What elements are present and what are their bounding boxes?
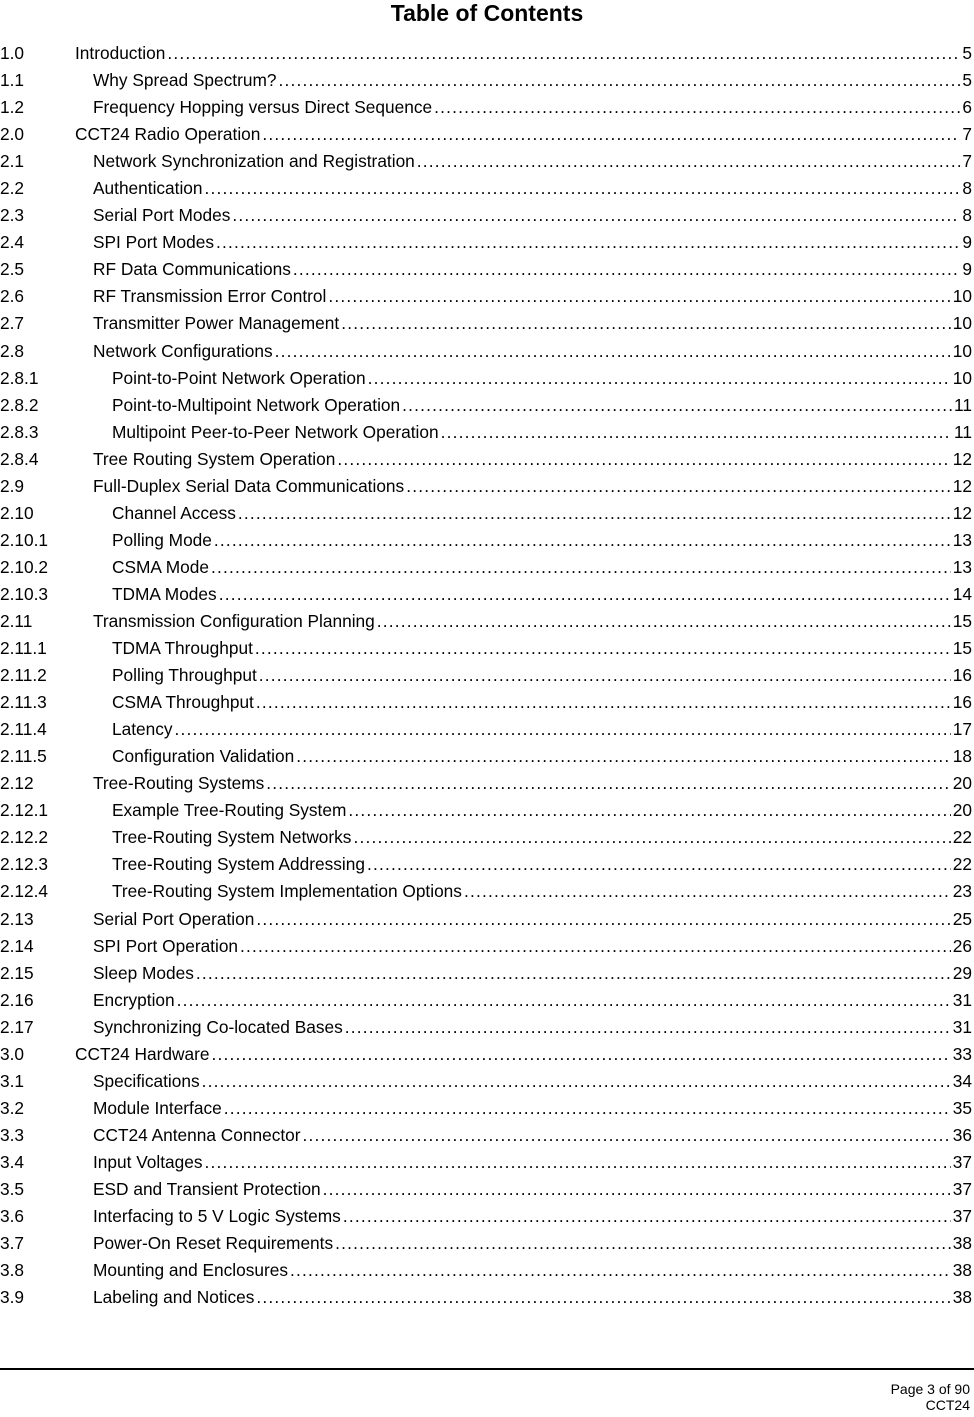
toc-entry-line bbox=[112, 716, 974, 743]
toc-entry-title: Latency bbox=[112, 719, 173, 740]
toc-entry-line bbox=[93, 608, 974, 635]
toc-entry-number: 2.10 bbox=[0, 502, 34, 523]
toc-entry[interactable] bbox=[0, 878, 974, 905]
toc-entry-title: TDMA Modes bbox=[112, 583, 217, 604]
toc-entry-number: 2.11 bbox=[0, 610, 33, 631]
toc-entry-page-number: 13 bbox=[952, 529, 972, 550]
toc-dot-leader bbox=[345, 1014, 951, 1041]
toc-entry-page-number: 15 bbox=[952, 638, 972, 659]
toc-dot-leader bbox=[216, 229, 960, 256]
toc-entry-page-number: 6 bbox=[962, 97, 972, 118]
toc-entry-number: 2.11.1 bbox=[0, 638, 47, 659]
toc-entry-title: Tree-Routing System Networks bbox=[112, 827, 352, 848]
toc-entry-line bbox=[93, 1068, 974, 1095]
toc-entry[interactable] bbox=[0, 202, 974, 229]
toc-entry-page-number: 10 bbox=[952, 340, 972, 361]
toc-entry-page-number: 35 bbox=[952, 1097, 972, 1118]
toc-entry-line bbox=[93, 1014, 974, 1041]
toc-entry-page-number: 15 bbox=[952, 610, 972, 631]
toc-dot-leader bbox=[464, 878, 951, 905]
toc-entry-title: RF Transmission Error Control bbox=[93, 286, 327, 307]
toc-entry-line bbox=[75, 1041, 974, 1068]
toc-entry-line bbox=[112, 878, 974, 905]
toc-dot-leader bbox=[290, 1257, 951, 1284]
toc-entry-number: 2.11.2 bbox=[0, 665, 47, 686]
toc-entry-line bbox=[93, 1230, 974, 1257]
toc-dot-leader bbox=[259, 662, 951, 689]
toc-entry-title: CCT24 Radio Operation bbox=[75, 124, 261, 145]
toc-entry-number: 2.3 bbox=[0, 205, 25, 226]
toc-entry-page-number: 14 bbox=[952, 583, 972, 604]
toc-entry-number: 2.8.4 bbox=[0, 448, 39, 469]
toc-dot-leader bbox=[335, 1230, 951, 1257]
toc-entry-number: 2.10.3 bbox=[0, 583, 49, 604]
toc-entry-page-number: 37 bbox=[952, 1206, 972, 1227]
toc-entry-number: 2.10.2 bbox=[0, 556, 49, 577]
toc-entry-number: 2.5 bbox=[0, 259, 25, 280]
toc-entry-page-number: 29 bbox=[952, 962, 972, 983]
document-name: CCT24 bbox=[925, 1397, 970, 1413]
toc-dot-leader bbox=[219, 581, 951, 608]
toc-dot-leader bbox=[293, 256, 961, 283]
toc-entry-title: TDMA Throughput bbox=[112, 638, 253, 659]
toc-entry[interactable] bbox=[0, 933, 974, 960]
toc-entry-title: CSMA Throughput bbox=[112, 692, 254, 713]
toc-entry-number: 2.13 bbox=[0, 908, 34, 929]
toc-entry-number: 2.4 bbox=[0, 232, 25, 253]
toc-entry[interactable] bbox=[0, 446, 974, 473]
toc-dot-leader bbox=[406, 473, 951, 500]
toc-entry-line bbox=[93, 1149, 974, 1176]
footer-divider bbox=[0, 1368, 974, 1370]
toc-entry[interactable] bbox=[0, 1122, 974, 1149]
toc-entry-line bbox=[112, 419, 974, 446]
toc-dot-leader bbox=[402, 392, 952, 419]
toc-entry-line bbox=[112, 500, 974, 527]
toc-entry-page-number: 33 bbox=[952, 1043, 972, 1064]
toc-entry-line bbox=[93, 256, 974, 283]
toc-dot-leader bbox=[343, 1203, 951, 1230]
toc-entry-title: RF Data Communications bbox=[93, 259, 291, 280]
toc-entry-line bbox=[93, 960, 974, 987]
toc-entry-page-number: 22 bbox=[952, 827, 972, 848]
toc-entry-page-number: 12 bbox=[952, 475, 972, 496]
toc-entry-line bbox=[112, 824, 974, 851]
toc-entry[interactable] bbox=[0, 662, 974, 689]
table-of-contents bbox=[0, 40, 974, 1311]
toc-entry[interactable] bbox=[0, 121, 974, 148]
page-title: Table of Contents bbox=[390, 0, 584, 26]
toc-entry-page-number: 26 bbox=[952, 935, 972, 956]
toc-entry-number: 3.5 bbox=[0, 1178, 25, 1199]
toc-entry-title: Example Tree-Routing System bbox=[112, 800, 347, 821]
toc-entry-number: 3.7 bbox=[0, 1233, 25, 1254]
toc-entry[interactable] bbox=[0, 365, 974, 392]
toc-entry-number: 2.6 bbox=[0, 286, 25, 307]
toc-dot-leader bbox=[341, 310, 951, 337]
toc-dot-leader bbox=[441, 419, 952, 446]
toc-entry[interactable] bbox=[0, 1149, 974, 1176]
toc-dot-leader bbox=[202, 1068, 951, 1095]
toc-entry-title: Tree-Routing System Implementation Options bbox=[112, 881, 462, 902]
toc-entry-title: SPI Port Modes bbox=[93, 232, 215, 253]
toc-entry[interactable] bbox=[0, 851, 974, 878]
toc-entry-number: 2.15 bbox=[0, 962, 34, 983]
toc-entry-line bbox=[75, 40, 974, 67]
toc-entry[interactable] bbox=[0, 770, 974, 797]
toc-entry-page-number: 8 bbox=[962, 205, 972, 226]
toc-entry-number: 2.11.5 bbox=[0, 746, 47, 767]
toc-entry-title: Sleep Modes bbox=[93, 962, 194, 983]
toc-dot-leader bbox=[214, 527, 951, 554]
toc-entry[interactable] bbox=[0, 1230, 974, 1257]
toc-entry-title: CSMA Mode bbox=[112, 556, 210, 577]
toc-entry[interactable] bbox=[0, 581, 974, 608]
toc-entry-line bbox=[93, 229, 974, 256]
toc-entry-title: Full-Duplex Serial Data Communications bbox=[93, 475, 405, 496]
toc-dot-leader bbox=[205, 175, 961, 202]
toc-dot-leader bbox=[211, 554, 951, 581]
toc-entry-line bbox=[93, 148, 974, 175]
toc-entry-title: Polling Mode bbox=[112, 529, 212, 550]
toc-entry-number: 3.3 bbox=[0, 1124, 25, 1145]
toc-entry-line bbox=[93, 94, 974, 121]
toc-dot-leader bbox=[296, 743, 951, 770]
toc-entry-page-number: 7 bbox=[962, 151, 972, 172]
toc-entry-number: 2.8.3 bbox=[0, 421, 39, 442]
toc-entry[interactable] bbox=[0, 554, 974, 581]
toc-dot-leader bbox=[328, 283, 950, 310]
toc-entry-page-number: 34 bbox=[952, 1070, 972, 1091]
toc-dot-leader bbox=[175, 716, 951, 743]
toc-entry[interactable] bbox=[0, 797, 974, 824]
toc-entry-number: 2.16 bbox=[0, 989, 34, 1010]
toc-entry-number: 2.17 bbox=[0, 1016, 34, 1037]
toc-entry-page-number: 12 bbox=[952, 502, 972, 523]
toc-entry[interactable] bbox=[0, 419, 974, 446]
toc-entry-page-number: 20 bbox=[952, 800, 972, 821]
toc-entry-page-number: 11 bbox=[954, 394, 972, 415]
toc-entry-page-number: 38 bbox=[952, 1233, 972, 1254]
toc-entry-number: 3.6 bbox=[0, 1206, 25, 1227]
toc-entry-line bbox=[112, 581, 974, 608]
toc-entry[interactable] bbox=[0, 716, 974, 743]
toc-entry[interactable] bbox=[0, 1014, 974, 1041]
toc-entry-line bbox=[93, 1257, 974, 1284]
toc-entry[interactable] bbox=[0, 1068, 974, 1095]
toc-entry-number: 2.11.4 bbox=[0, 719, 47, 740]
toc-entry-title: Serial Port Operation bbox=[93, 908, 255, 929]
toc-entry-title: Multipoint Peer-to-Peer Network Operation bbox=[112, 421, 439, 442]
toc-entry-title: Channel Access bbox=[112, 502, 236, 523]
toc-entry-number: 2.10.1 bbox=[0, 529, 49, 550]
toc-dot-leader bbox=[255, 635, 951, 662]
toc-entry-title: Frequency Hopping versus Direct Sequence bbox=[93, 97, 433, 118]
toc-dot-leader bbox=[278, 67, 960, 94]
toc-entry-line bbox=[93, 933, 974, 960]
toc-dot-leader bbox=[266, 770, 950, 797]
toc-entry-number: 3.2 bbox=[0, 1097, 25, 1118]
toc-entry-title: Module Interface bbox=[93, 1097, 222, 1118]
toc-dot-leader bbox=[224, 1095, 951, 1122]
toc-entry-title: Network Synchronization and Registration bbox=[93, 151, 415, 172]
toc-entry-line bbox=[93, 1284, 974, 1311]
toc-entry-number: 1.2 bbox=[0, 97, 25, 118]
toc-entry-number: 1.0 bbox=[0, 43, 25, 63]
toc-dot-leader bbox=[196, 960, 951, 987]
toc-dot-leader bbox=[323, 1176, 951, 1203]
toc-entry-number: 3.8 bbox=[0, 1260, 25, 1281]
toc-entry-line bbox=[93, 175, 974, 202]
toc-entry[interactable] bbox=[0, 1284, 974, 1311]
toc-entry-number: 2.1 bbox=[0, 151, 25, 172]
toc-entry[interactable] bbox=[0, 824, 974, 851]
toc-entry-number: 2.12.2 bbox=[0, 827, 49, 848]
toc-entry-title: Tree Routing System Operation bbox=[93, 448, 336, 469]
toc-entry-number: 2.14 bbox=[0, 935, 34, 956]
toc-entry-line bbox=[93, 202, 974, 229]
toc-entry-page-number: 18 bbox=[952, 746, 972, 767]
toc-entry-line bbox=[93, 1122, 974, 1149]
toc-entry[interactable] bbox=[0, 1203, 974, 1230]
toc-entry[interactable] bbox=[0, 94, 974, 121]
toc-entry-title: Interfacing to 5 V Logic Systems bbox=[93, 1206, 341, 1227]
toc-entry-line bbox=[112, 851, 974, 878]
toc-entry-title: Network Configurations bbox=[93, 340, 273, 361]
toc-entry-page-number: 5 bbox=[962, 43, 972, 63]
toc-entry-title: Tree-Routing System Addressing bbox=[112, 854, 365, 875]
toc-entry-title: Synchronizing Co-located Bases bbox=[93, 1016, 343, 1037]
toc-entry-title: Specifications bbox=[93, 1070, 200, 1091]
toc-entry-title: Labeling and Notices bbox=[93, 1287, 255, 1308]
toc-entry-page-number: 36 bbox=[952, 1124, 972, 1145]
toc-dot-leader bbox=[303, 1122, 951, 1149]
toc-entry-line bbox=[93, 1176, 974, 1203]
toc-entry-line bbox=[112, 689, 974, 716]
toc-dot-leader bbox=[205, 1149, 951, 1176]
toc-entry-page-number: 8 bbox=[962, 178, 972, 199]
toc-entry-page-number: 11 bbox=[954, 421, 972, 442]
toc-entry[interactable] bbox=[0, 229, 974, 256]
toc-dot-leader bbox=[177, 987, 951, 1014]
toc-entry-page-number: 38 bbox=[952, 1260, 972, 1281]
toc-entry[interactable] bbox=[0, 500, 974, 527]
toc-dot-leader bbox=[367, 851, 951, 878]
toc-entry-page-number: 37 bbox=[952, 1151, 972, 1172]
toc-entry-number: 2.8.2 bbox=[0, 394, 39, 415]
toc-entry-line bbox=[93, 67, 974, 94]
toc-entry-number: 1.1 bbox=[0, 70, 25, 91]
toc-entry-line bbox=[93, 310, 974, 337]
toc-entry-page-number: 16 bbox=[952, 692, 972, 713]
toc-dot-leader bbox=[353, 824, 950, 851]
toc-entry-page-number: 23 bbox=[952, 881, 972, 902]
toc-entry-page-number: 20 bbox=[952, 773, 972, 794]
toc-entry[interactable] bbox=[0, 1095, 974, 1122]
toc-entry-title: Point-to-Multipoint Network Operation bbox=[112, 394, 401, 415]
toc-entry[interactable] bbox=[0, 338, 974, 365]
toc-entry-number: 3.9 bbox=[0, 1287, 25, 1308]
toc-dot-leader bbox=[240, 933, 951, 960]
toc-entry-page-number: 37 bbox=[952, 1178, 972, 1199]
toc-entry[interactable] bbox=[0, 608, 974, 635]
toc-entry-title: Input Voltages bbox=[93, 1151, 203, 1172]
toc-entry-page-number: 10 bbox=[952, 286, 972, 307]
toc-entry-line bbox=[112, 392, 974, 419]
toc-entry-title: CCT24 Antenna Connector bbox=[93, 1124, 301, 1145]
toc-entry-number: 2.12.3 bbox=[0, 854, 49, 875]
toc-entry-line bbox=[112, 797, 974, 824]
toc-dot-leader bbox=[256, 689, 951, 716]
toc-entry-number: 2.12.1 bbox=[0, 800, 49, 821]
toc-entry-line bbox=[112, 365, 974, 392]
toc-dot-leader bbox=[262, 121, 960, 148]
toc-entry[interactable] bbox=[0, 1176, 974, 1203]
toc-entry[interactable] bbox=[0, 1041, 974, 1068]
toc-entry-title: Configuration Validation bbox=[112, 746, 295, 767]
toc-entry-page-number: 31 bbox=[952, 1016, 972, 1037]
toc-entry-title: Introduction bbox=[75, 43, 166, 63]
toc-entry-page-number: 10 bbox=[952, 313, 972, 334]
toc-entry-number: 2.2 bbox=[0, 178, 25, 199]
toc-entry[interactable] bbox=[0, 635, 974, 662]
toc-entry-line bbox=[93, 770, 974, 797]
toc-entry-page-number: 9 bbox=[962, 232, 972, 253]
toc-entry-title: Encryption bbox=[93, 989, 175, 1010]
toc-entry-page-number: 5 bbox=[962, 70, 972, 91]
toc-entry-line bbox=[112, 662, 974, 689]
toc-entry-line bbox=[112, 635, 974, 662]
toc-entry[interactable] bbox=[0, 175, 974, 202]
toc-entry-line bbox=[93, 987, 974, 1014]
toc-dot-leader bbox=[348, 797, 950, 824]
toc-entry-page-number: 13 bbox=[952, 556, 972, 577]
toc-entry[interactable] bbox=[0, 906, 974, 933]
toc-dot-leader bbox=[368, 365, 951, 392]
toc-entry-title: Point-to-Point Network Operation bbox=[112, 367, 366, 388]
toc-entry-number: 3.4 bbox=[0, 1151, 25, 1172]
toc-entry-page-number: 17 bbox=[952, 719, 972, 740]
toc-dot-leader bbox=[434, 94, 960, 121]
toc-entry-number: 3.1 bbox=[0, 1070, 25, 1091]
toc-entry[interactable] bbox=[0, 689, 974, 716]
toc-entry-title: Polling Throughput bbox=[112, 665, 257, 686]
toc-entry-number: 2.12.4 bbox=[0, 881, 49, 902]
toc-dot-leader bbox=[238, 500, 951, 527]
toc-entry-title: Authentication bbox=[93, 178, 203, 199]
toc-entry-line bbox=[93, 446, 974, 473]
toc-entry-number: 2.8 bbox=[0, 340, 25, 361]
toc-entry-title: Transmission Configuration Planning bbox=[93, 610, 375, 631]
toc-entry-title: ESD and Transient Protection bbox=[93, 1178, 321, 1199]
toc-entry-page-number: 10 bbox=[952, 367, 972, 388]
toc-entry-line bbox=[112, 554, 974, 581]
toc-entry-title: Serial Port Modes bbox=[93, 205, 231, 226]
toc-entry[interactable] bbox=[0, 283, 974, 310]
toc-entry-number: 2.11.3 bbox=[0, 692, 47, 713]
toc-entry-number: 3.0 bbox=[0, 1043, 25, 1064]
toc-entry-line bbox=[112, 527, 974, 554]
toc-entry-line bbox=[93, 1095, 974, 1122]
toc-entry[interactable] bbox=[0, 960, 974, 987]
toc-entry[interactable] bbox=[0, 310, 974, 337]
toc-entry[interactable] bbox=[0, 67, 974, 94]
toc-entry-line bbox=[93, 473, 974, 500]
toc-entry-title: SPI Port Operation bbox=[93, 935, 239, 956]
toc-entry[interactable] bbox=[0, 743, 974, 770]
toc-entry-title: Transmitter Power Management bbox=[93, 313, 340, 334]
toc-entry-page-number: 7 bbox=[962, 124, 972, 145]
toc-dot-leader bbox=[167, 40, 960, 67]
toc-entry-title: Tree-Routing Systems bbox=[93, 773, 265, 794]
toc-entry-line bbox=[93, 906, 974, 933]
toc-entry-page-number: 25 bbox=[952, 908, 972, 929]
toc-entry-line bbox=[93, 283, 974, 310]
page-footer bbox=[891, 1381, 970, 1413]
toc-dot-leader bbox=[232, 202, 960, 229]
toc-dot-leader bbox=[256, 1284, 950, 1311]
toc-entry-title: Mounting and Enclosures bbox=[93, 1260, 289, 1281]
toc-entry[interactable] bbox=[0, 473, 974, 500]
toc-entry-line bbox=[112, 743, 974, 770]
toc-entry-page-number: 9 bbox=[962, 259, 972, 280]
toc-entry-line bbox=[93, 1203, 974, 1230]
toc-entry-page-number: 22 bbox=[952, 854, 972, 875]
toc-dot-leader bbox=[256, 906, 950, 933]
toc-entry[interactable] bbox=[0, 256, 974, 283]
toc-entry-number: 2.12 bbox=[0, 773, 34, 794]
toc-entry[interactable] bbox=[0, 527, 974, 554]
toc-entry-title: Why Spread Spectrum? bbox=[93, 70, 277, 91]
toc-entry-title: Power-On Reset Requirements bbox=[93, 1233, 334, 1254]
toc-dot-leader bbox=[377, 608, 951, 635]
toc-entry-page-number: 31 bbox=[952, 989, 972, 1010]
toc-entry-line bbox=[93, 338, 974, 365]
toc-dot-leader bbox=[417, 148, 961, 175]
toc-entry[interactable] bbox=[0, 987, 974, 1014]
toc-entry-page-number: 12 bbox=[952, 448, 972, 469]
toc-entry-title: CCT24 Hardware bbox=[75, 1043, 210, 1064]
toc-entry-number: 2.7 bbox=[0, 313, 25, 334]
toc-dot-leader bbox=[337, 446, 950, 473]
toc-entry[interactable] bbox=[0, 148, 974, 175]
toc-entry[interactable] bbox=[0, 392, 974, 419]
toc-dot-leader bbox=[211, 1041, 950, 1068]
toc-entry-line bbox=[75, 121, 974, 148]
toc-entry[interactable] bbox=[0, 1257, 974, 1284]
toc-entry[interactable] bbox=[0, 40, 974, 67]
toc-entry-number: 2.8.1 bbox=[0, 367, 39, 388]
page-number-label: Page 3 of 90 bbox=[890, 1381, 970, 1397]
toc-entry-page-number: 16 bbox=[952, 665, 972, 686]
toc-dot-leader bbox=[275, 338, 951, 365]
toc-entry-number: 2.9 bbox=[0, 475, 25, 496]
toc-entry-number: 2.0 bbox=[0, 124, 25, 145]
toc-entry-page-number: 38 bbox=[952, 1287, 972, 1308]
